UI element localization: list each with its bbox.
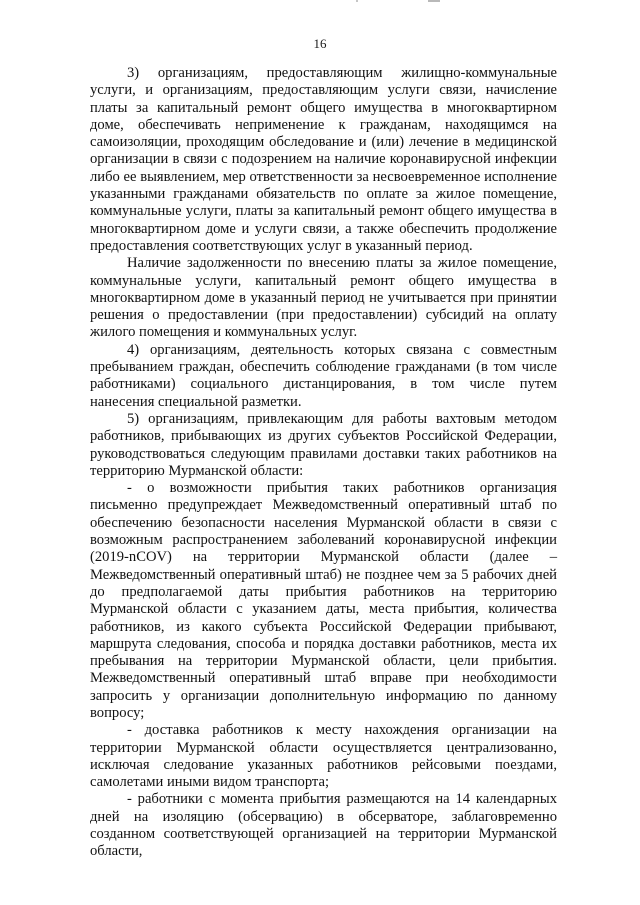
scan-mark [356, 0, 358, 2]
paragraph-item-4: 4) организациям, деятельность которых связана с совместным пребыванием граждан, обеспечить соблюдение гражданами (в том числе работниками) социального дистанцирования, в том числе путем нанесения специальной разметки. [90, 341, 557, 410]
paragraph-item-3: 3) организациям, предоставляющим жилищно-коммунальные услуги, и организациям, предоставляющим услуги связи, начисление платы за капитальный ремонт общего имущества в многоквартирном доме, обеспечивать неприменение к гражданам, находящимся на самоизоляции, проходящим обследование и (или) лечение в медицинской организации в связи с подозрением на наличие коронавирусной инфекции либо ее выявлением, мер ответственности за несвоевременное исполнение указанными гражданами обязательств по оплате за жилое помещение, коммунальные услуги, платы за капитальный ремонт общего имущества в многоквартирном доме и услуги связи, а также обеспечить продолжение предоставления соответствующих услуг в указанный период. [90, 65, 557, 254]
document-body [90, 65, 557, 861]
paragraph-rule-isolation: - работники с момента прибытия размещаются на 14 календарных дней на изоляцию (обсервацию) в обсерваторе, заблаговременно созданном соответствующей организацией на территории Мурманской области, [90, 791, 557, 860]
page-number: 16 [313, 36, 327, 51]
paragraph-rule-delivery: - доставка работников к месту нахождения организации на территории Мурманской области осуществляется централизованно, исключая следование указанных работников рейсовыми поездами, самолетами иными видом транспорта; [90, 722, 557, 791]
scan-mark [428, 0, 440, 2]
paragraph-debt-note: Наличие задолженности по внесению платы за жилое помещение, коммунальные услуги, капитальный ремонт общего имущества в многоквартирном доме в указанный период не учитывается при принятии решения о предоставлении (при предоставлении) субсидий на оплату жилого помещения и коммунальных услуг. [90, 255, 557, 341]
paragraph-rule-notification: - о возможности прибытия таких работников организация письменно предупреждает Межведомственный оперативный штаб по обеспечению безопасности населения Мурманской области в связи с возможным распространением заболеваний коронавирусной инфекции (2019-nCOV) на территории Мурманской области (далее – Межведомственный оперативный штаб) не позднее чем за 5 рабочих дней до предполагаемой даты прибытия работников на территорию Мурманской области с указанием даты, места прибытия, количества работников, из какого субъекта Российской Федерации прибывают, маршрута следования, способа и порядка доставки работников, места их пребывания на территории Мурманской области, цели прибытия. Межведомственный оперативный штаб вправе при необходимости запросить у организации дополнительную информацию по данному вопросу; [90, 480, 557, 721]
paragraph-item-5: 5) организациям, привлекающим для работы вахтовым методом работников, прибывающих из других субъектов Российской Федерации, руководствоваться следующим правилами доставки таких работников на территорию Мурманской области: [90, 410, 557, 479]
